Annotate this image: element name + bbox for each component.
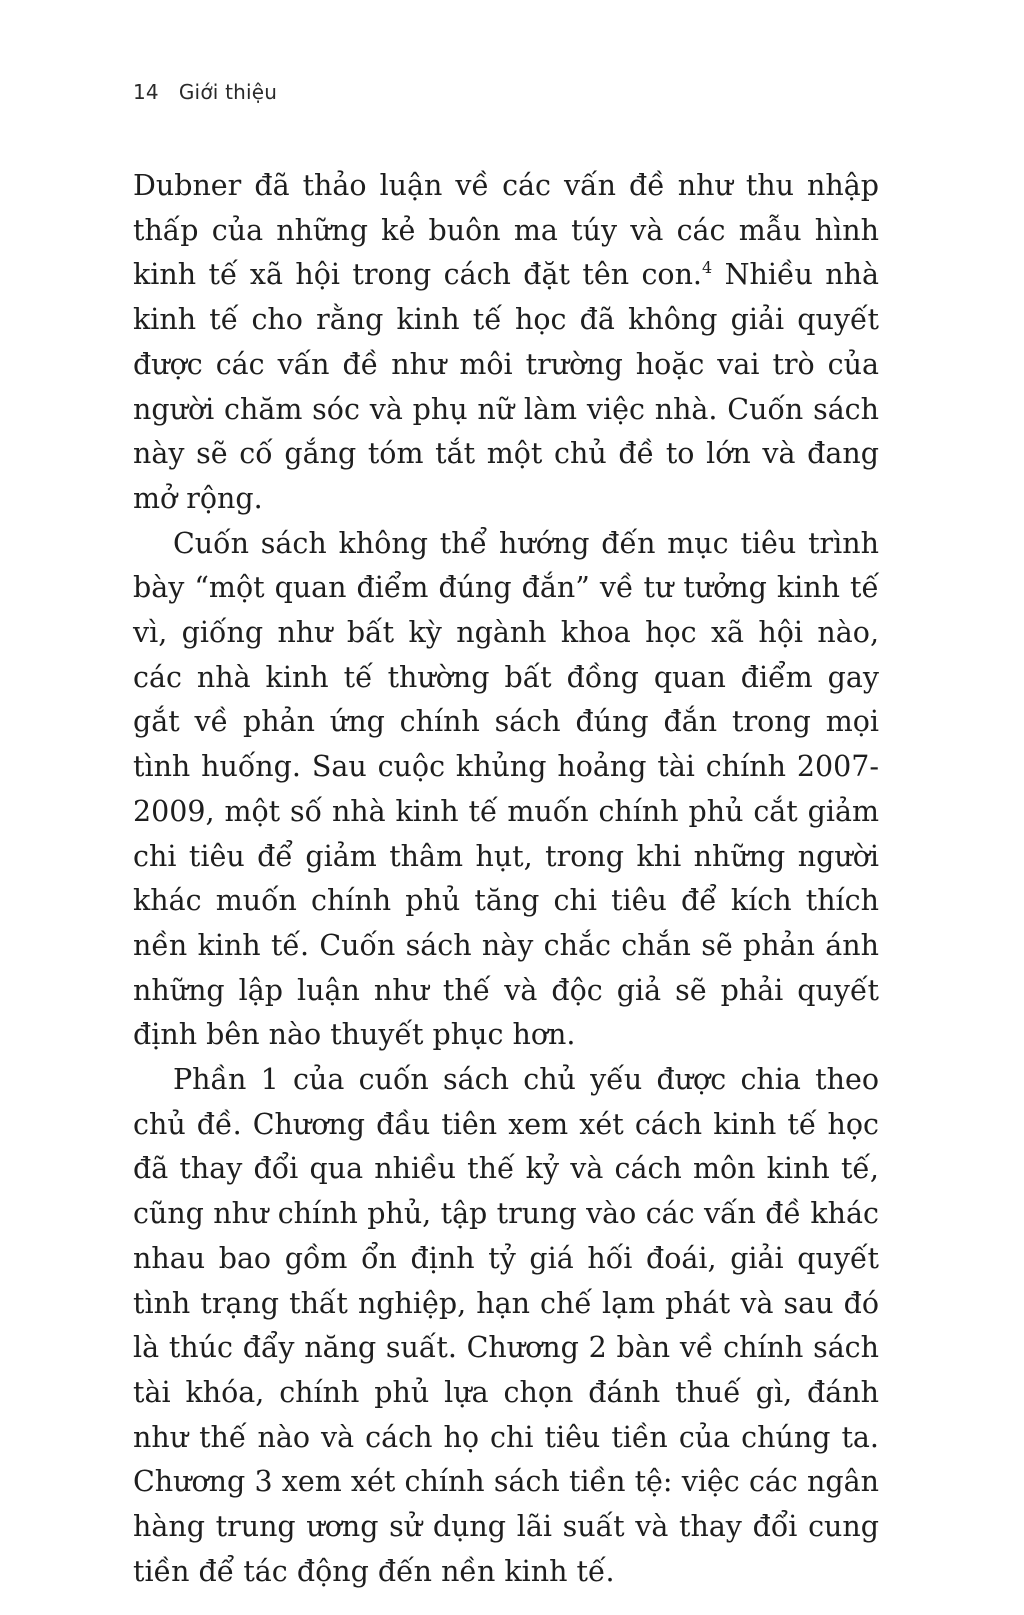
page-number: 14 <box>133 80 159 104</box>
paragraph-1-text-before: Dubner đã thảo luận về các vấn đề như thu nhập thấp của những kẻ buôn ma túy và các mẫu hình kinh tế xã hội trong cách đặt tên con. <box>133 169 879 292</box>
body-text <box>133 164 879 1595</box>
paragraph-1 <box>133 164 879 522</box>
running-header <box>133 80 277 104</box>
paragraph-2: Cuốn sách không thể hướng đến mục tiêu trình bày “một quan điểm đúng đắn” về tư tưởng kinh tế vì, giống như bất kỳ ngành khoa học xã hội nào, các nhà kinh tế thường bất đồng quan điểm gay gắt về phản ứng chính sách đúng đắn trong mọi tình huống. Sau cuộc khủng hoảng tài chính 2007-2009, một số nhà kinh tế muốn chính phủ cắt giảm chi tiêu để giảm thâm hụt, trong khi những người khác muốn chính phủ tăng chi tiêu để kích thích nền kinh tế. Cuốn sách này chắc chắn sẽ phản ánh những lập luận như thế và độc giả sẽ phải quyết định bên nào thuyết phục hơn. <box>133 526 879 1052</box>
footnote-marker: 4 <box>702 258 713 278</box>
paragraph-3: Phần 1 của cuốn sách chủ yếu được chia theo chủ đề. Chương đầu tiên xem xét cách kinh tế học đã thay đổi qua nhiều thế kỷ và cách môn kinh tế, cũng như chính phủ, tập trung vào các vấn đề khác nhau bao gồm ổn định tỷ giá hối đoái, giải quyết tình trạng thất nghiệp, hạn chế lạm phát và sau đó là thúc đẩy năng suất. Chương 2 bàn về chính sách tài khóa, chính phủ lựa chọn đánh thuế gì, đánh như thế nào và cách họ chi tiêu tiền của chúng ta. Chương 3 xem xét chính sách tiền tệ: việc các ngân hàng trung ương sử dụng lãi suất và thay đổi cung tiền để tác động đến nền kinh tế. <box>133 1063 879 1588</box>
paragraph-1-text-after: Nhiều nhà kinh tế cho rằng kinh tế học đã không giải quyết được các vấn đề như môi trường hoặc vai trò của người chăm sóc và phụ nữ làm việc nhà. Cuốn sách này sẽ cố gắng tóm tắt một chủ đề to lớn và đang mở rộng. <box>133 258 879 515</box>
section-title: Giới thiệu <box>178 80 278 104</box>
